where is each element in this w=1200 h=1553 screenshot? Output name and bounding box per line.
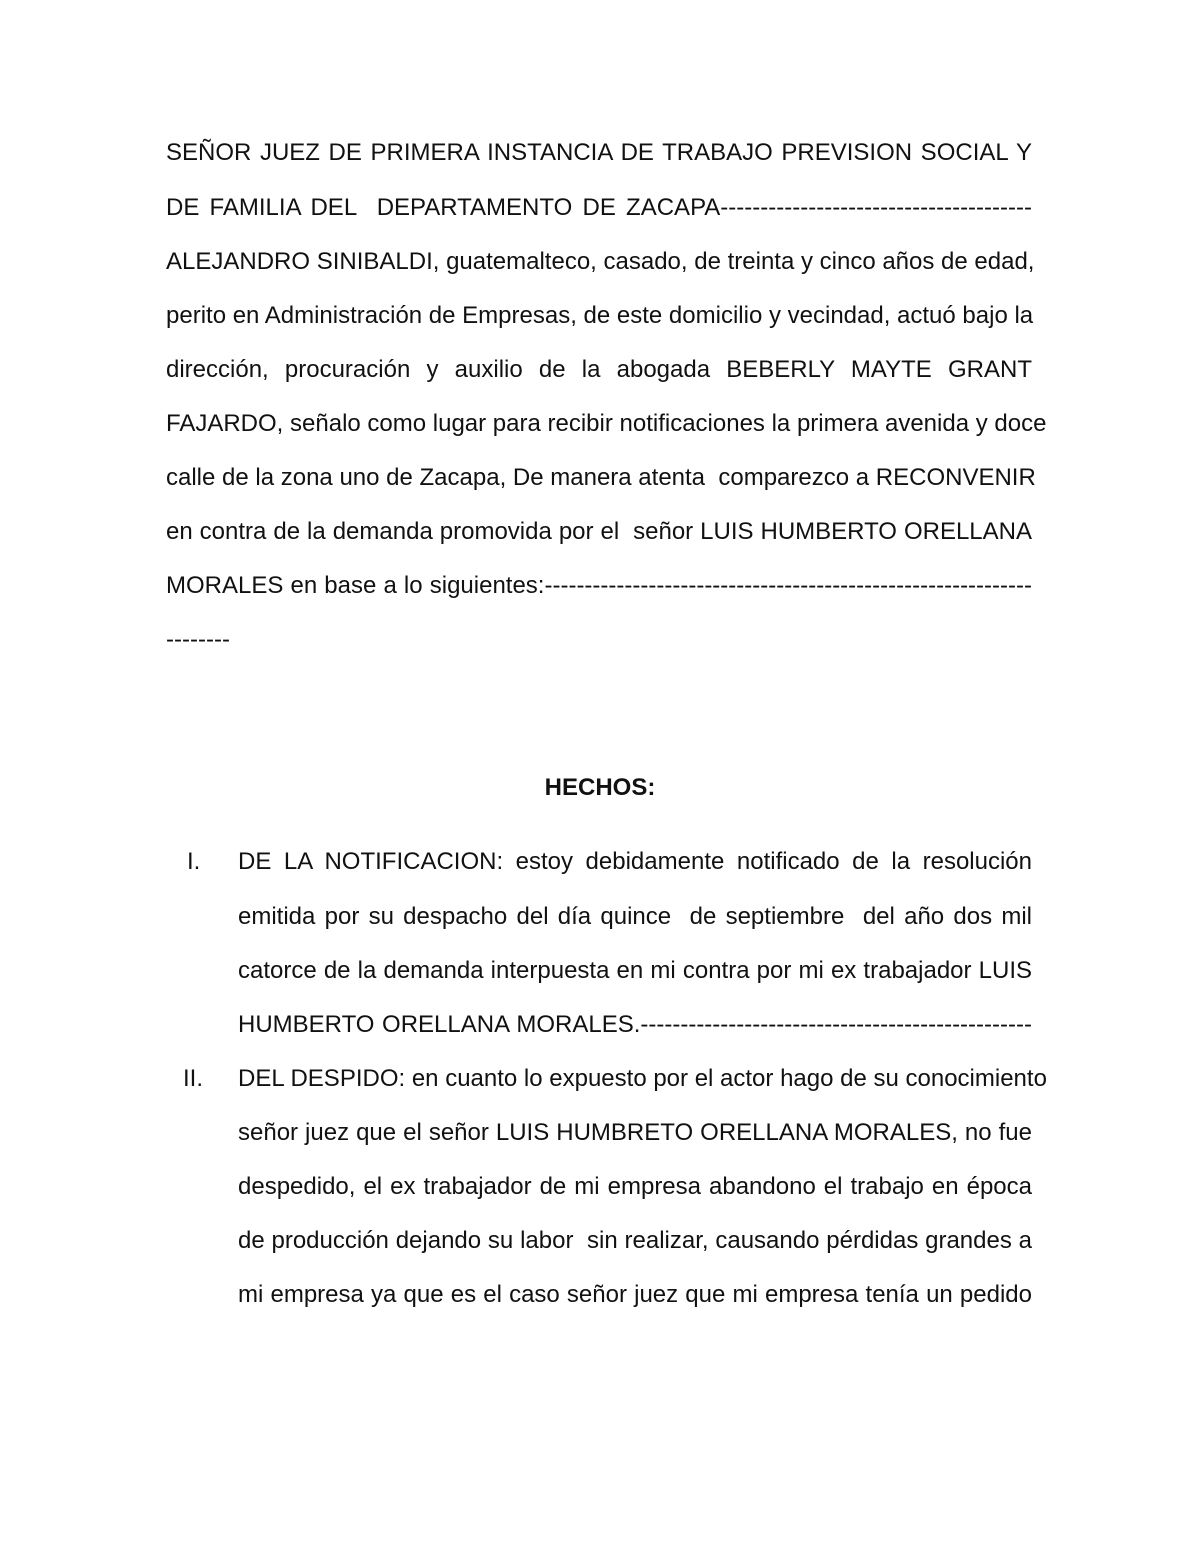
intro-line: FAJARDO, señalo como lugar para recibir notificaciones la primera avenida y doce	[166, 410, 1047, 437]
intro-line: en contra de la demanda promovida por el señor LUIS HUMBERTO ORELLANA	[166, 518, 1032, 545]
item-numeral: I.	[187, 848, 201, 875]
item-line: HUMBERTO ORELLANA MORALES.-------------------------------------------------	[238, 1011, 1032, 1038]
item-line: emitida por su despacho del día quince de septiembre del año dos mil	[238, 903, 1032, 930]
section-heading: HECHOS:	[544, 774, 656, 801]
item-line: de producción dejando su labor sin realizar, causando pérdidas grandes a	[238, 1227, 1032, 1254]
intro-line: --------	[166, 626, 230, 653]
item-line: catorce de la demanda interpuesta en mi contra por mi ex trabajador LUIS	[238, 957, 1032, 984]
item-numeral: II.	[183, 1065, 204, 1092]
item-line: despedido, el ex trabajador de mi empresa abandono el trabajo en época	[238, 1173, 1032, 1200]
item-line: DE LA NOTIFICACION: estoy debidamente notificado de la resolución	[238, 848, 1032, 875]
intro-line: ALEJANDRO SINIBALDI, guatemalteco, casado, de treinta y cinco años de edad,	[166, 248, 1035, 275]
intro-line: dirección, procuración y auxilio de la abogada BEBERLY MAYTE GRANT	[166, 356, 1032, 383]
intro-line: DE FAMILIA DEL DEPARTAMENTO DE ZACAPA---------------------------------------	[166, 194, 1032, 221]
intro-line: perito en Administración de Empresas, de este domicilio y vecindad, actuó bajo la	[166, 302, 1034, 329]
intro-line: calle de la zona uno de Zacapa, De manera atenta comparezco a RECONVENIR	[166, 464, 1036, 491]
item-line: mi empresa ya que es el caso señor juez que mi empresa tenía un pedido	[238, 1281, 1032, 1308]
intro-line: MORALES en base a lo siguientes:-------------------------------------------------------------	[166, 572, 1032, 599]
item-line: señor juez que el señor LUIS HUMBRETO ORELLANA MORALES, no fue	[238, 1119, 1032, 1146]
intro-line: SEÑOR JUEZ DE PRIMERA INSTANCIA DE TRABAJO PREVISION SOCIAL Y	[166, 139, 1032, 166]
item-line: DEL DESPIDO: en cuanto lo expuesto por el actor hago de su conocimiento	[238, 1065, 1047, 1092]
